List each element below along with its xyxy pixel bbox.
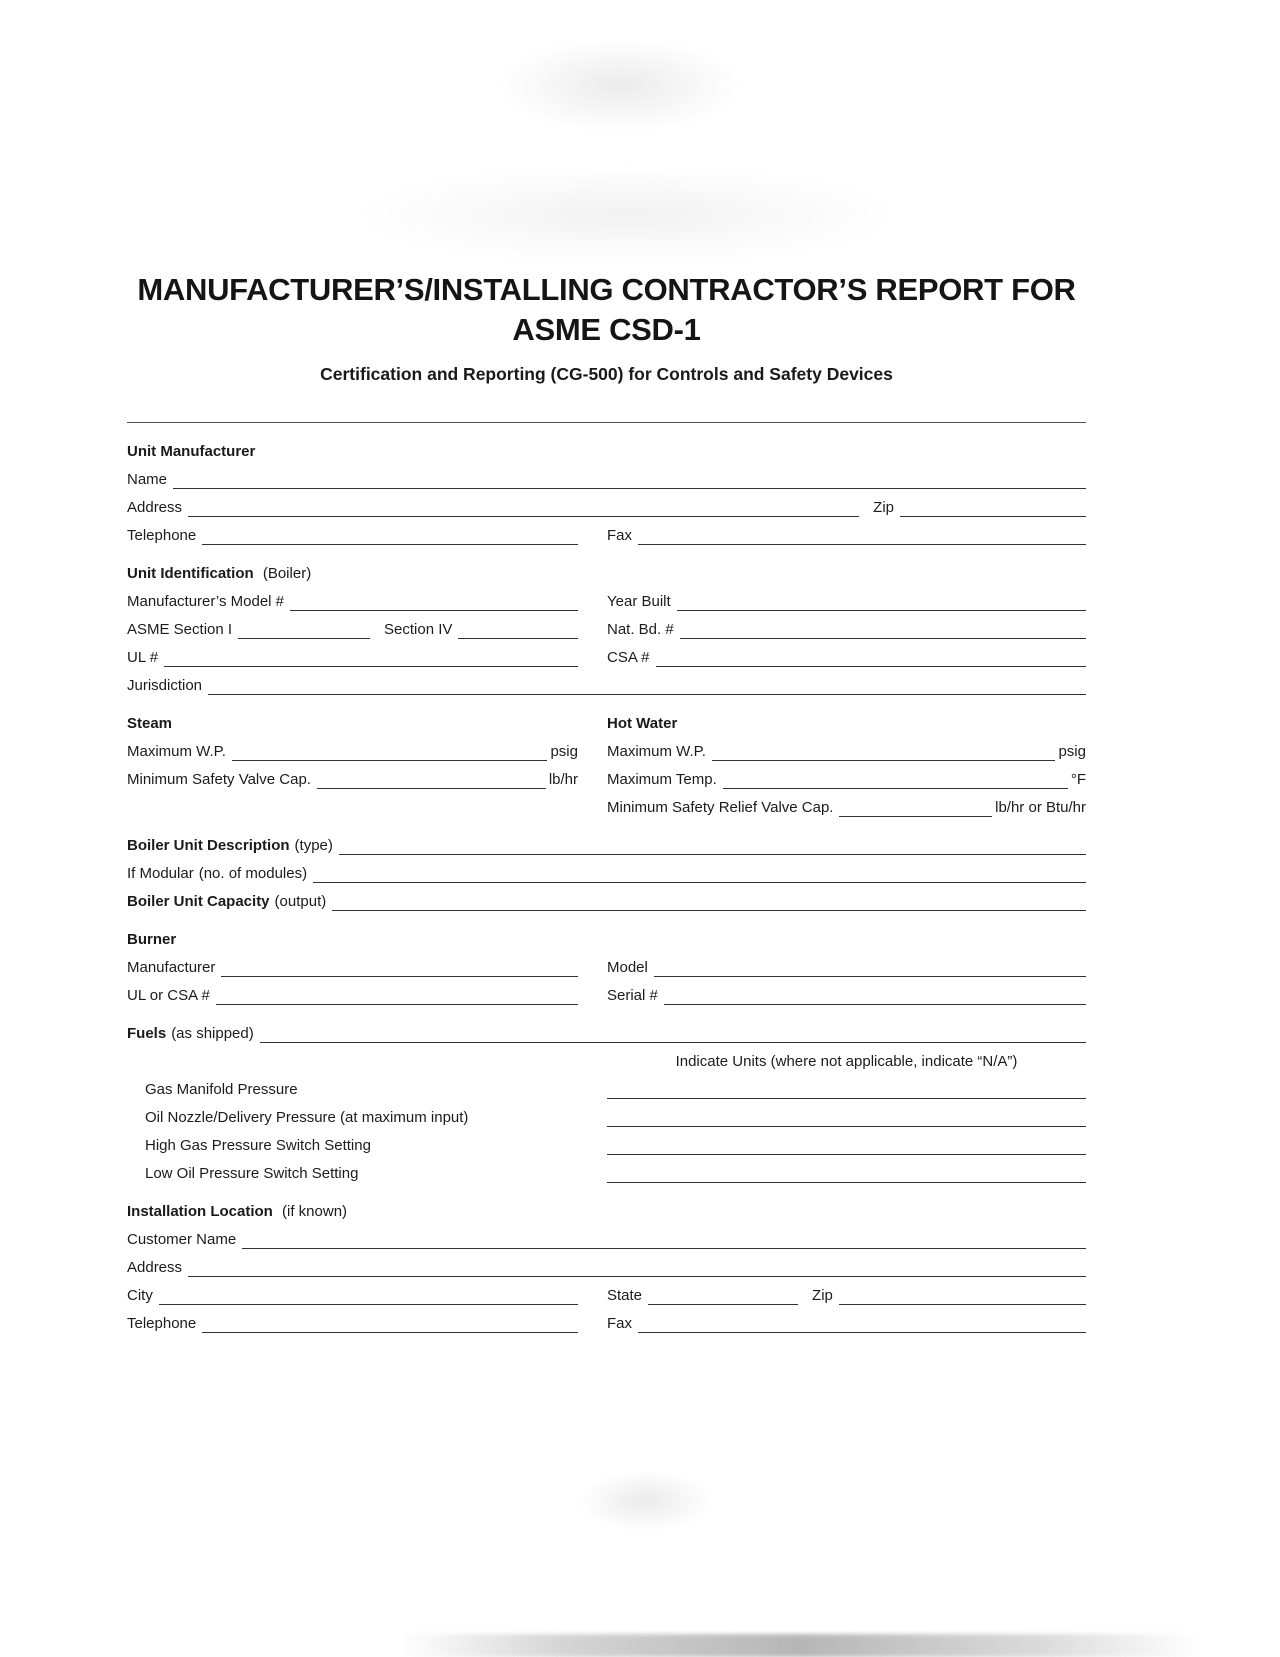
installation-location-heading-note: (if known)	[282, 1203, 348, 1220]
oil-nozzle-label: Oil Nozzle/Delivery Pressure (at maximum input)	[145, 1109, 469, 1126]
ul-csa-row	[127, 649, 1086, 667]
scan-artifact	[400, 1634, 1200, 1657]
low-oil-switch-label: Low Oil Pressure Switch Setting	[145, 1165, 359, 1182]
state-label: State	[607, 1287, 643, 1304]
section-iv-label: Section IV	[384, 621, 453, 638]
steam-heading: Steam	[127, 715, 173, 732]
installation-phone-row	[127, 1315, 1086, 1333]
oil-nozzle-blank-col	[607, 1114, 1086, 1127]
model-number-blank[interactable]	[290, 598, 578, 611]
city-blank[interactable]	[159, 1292, 578, 1305]
burner-model-label: Model	[607, 959, 648, 976]
indicate-units-col	[607, 1053, 1086, 1071]
hot-water-max-wp-unit: psig	[1058, 743, 1086, 760]
divider	[127, 422, 1086, 423]
asme-col	[127, 621, 607, 639]
asme-section-row	[127, 621, 1086, 639]
nat-bd-blank[interactable]	[680, 626, 1086, 639]
fuels-row	[127, 1025, 1086, 1043]
boiler-description-row	[127, 837, 1086, 855]
boiler-capacity-note: (output)	[274, 893, 327, 910]
city-state-zip-row	[127, 1287, 1086, 1305]
jurisdiction-label: Jurisdiction	[127, 677, 203, 694]
customer-name-label: Customer Name	[127, 1231, 237, 1248]
steam-hot-water-section	[127, 695, 1086, 817]
unit-manufacturer-fax-blank[interactable]	[638, 532, 1086, 545]
indicate-units-note: Indicate Units (where not applicable, indicate “N/A”)	[675, 1053, 1018, 1070]
high-gas-label-col	[127, 1137, 607, 1155]
installation-zip-label: Zip	[812, 1287, 833, 1304]
steam-column	[127, 695, 607, 789]
fax-col	[607, 527, 1086, 545]
city-label: City	[127, 1287, 153, 1304]
steam-max-wp-label: Maximum W.P.	[127, 743, 226, 760]
installation-location-heading-text: Installation Location	[127, 1203, 273, 1220]
page-subtitle: Certification and Reporting (CG-500) for Controls and Safety Devices	[320, 364, 893, 384]
if-modular-row	[127, 865, 1086, 883]
hot-water-heading: Hot Water	[607, 715, 678, 732]
hot-water-min-relief-unit: lb/hr or Btu/hr	[995, 799, 1086, 816]
asme-section-i-blank[interactable]	[238, 626, 370, 639]
unit-manufacturer-name-blank[interactable]	[173, 476, 1086, 489]
unit-manufacturer-telephone-blank[interactable]	[202, 532, 578, 545]
boiler-capacity-blank[interactable]	[332, 898, 1086, 911]
asme-section-i-label: ASME Section I	[127, 621, 233, 638]
unit-identification-heading-text: Unit Identification	[127, 565, 254, 582]
steam-min-valve-unit: lb/hr	[548, 771, 578, 788]
oil-nozzle-row	[127, 1109, 1086, 1127]
boiler-description-blank[interactable]	[339, 842, 1086, 855]
unit-manufacturer-name-row	[127, 471, 1086, 489]
year-built-label: Year Built	[607, 593, 671, 610]
nat-bd-label: Nat. Bd. #	[607, 621, 674, 638]
installation-location-heading	[127, 1203, 1086, 1221]
burner-manufacturer-col	[127, 959, 607, 977]
if-modular-note: (no. of modules)	[198, 865, 308, 882]
scan-artifact	[578, 1470, 713, 1532]
if-modular-label: If Modular	[127, 865, 194, 882]
installation-telephone-blank[interactable]	[202, 1320, 578, 1333]
burner-model-blank[interactable]	[654, 964, 1086, 977]
gas-manifold-blank[interactable]	[607, 1086, 1086, 1099]
high-gas-blank-col	[607, 1142, 1086, 1155]
hot-water-max-wp-label: Maximum W.P.	[607, 743, 706, 760]
burner-serial-blank[interactable]	[664, 992, 1086, 1005]
hot-water-max-temp-blank[interactable]	[723, 776, 1068, 789]
unit-identification-heading-note: (Boiler)	[262, 565, 312, 582]
ul-number-blank[interactable]	[164, 654, 578, 667]
burner-manufacturer-blank[interactable]	[221, 964, 578, 977]
unit-manufacturer-zip-blank[interactable]	[900, 504, 1086, 517]
low-oil-switch-blank[interactable]	[607, 1170, 1086, 1183]
steam-min-valve-row	[127, 771, 578, 789]
gas-manifold-label-col	[127, 1081, 607, 1099]
hot-water-min-relief-row	[607, 799, 1086, 817]
high-gas-switch-label: High Gas Pressure Switch Setting	[145, 1137, 371, 1154]
fax-label: Fax	[607, 527, 633, 544]
steam-max-wp-blank[interactable]	[232, 748, 548, 761]
model-col	[127, 593, 607, 611]
year-built-blank[interactable]	[677, 598, 1086, 611]
burner-ul-csa-blank[interactable]	[216, 992, 578, 1005]
boiler-capacity-row	[127, 893, 1086, 911]
gas-manifold-label: Gas Manifold Pressure	[145, 1081, 298, 1098]
telephone-label: Telephone	[127, 527, 197, 544]
zip-label: Zip	[873, 499, 894, 516]
gas-manifold-blank-col	[607, 1086, 1086, 1099]
burner-heading: Burner	[127, 931, 177, 948]
boiler-description-label: Boiler Unit Description	[127, 837, 290, 854]
burner-ul-serial-row	[127, 987, 1086, 1005]
state-zip-col	[607, 1287, 1086, 1305]
low-oil-blank-col	[607, 1170, 1086, 1183]
model-year-row	[127, 593, 1086, 611]
unit-manufacturer-address-blank[interactable]	[188, 504, 859, 517]
installation-fax-label: Fax	[607, 1315, 633, 1332]
burner-manufacturer-label: Manufacturer	[127, 959, 216, 976]
jurisdiction-blank[interactable]	[208, 682, 1086, 695]
hot-water-min-relief-label: Minimum Safety Relief Valve Cap.	[607, 799, 834, 816]
burner-manufacturer-row	[127, 959, 1086, 977]
fuels-note: (as shipped)	[171, 1025, 254, 1042]
nat-bd-col	[607, 621, 1086, 639]
hot-water-max-wp-blank[interactable]	[712, 748, 1056, 761]
year-built-col	[607, 593, 1086, 611]
low-oil-label-col	[127, 1165, 607, 1183]
title-line-2: ASME CSD-1	[512, 312, 701, 347]
burner-serial-label: Serial #	[607, 987, 658, 1004]
high-gas-switch-blank[interactable]	[607, 1142, 1086, 1155]
hot-water-min-relief-blank[interactable]	[839, 804, 992, 817]
steam-max-wp-unit: psig	[550, 743, 578, 760]
high-gas-switch-row	[127, 1137, 1086, 1155]
oil-nozzle-label-col	[127, 1109, 607, 1127]
installation-address-blank[interactable]	[188, 1264, 1086, 1277]
csa-number-blank[interactable]	[656, 654, 1086, 667]
hot-water-max-temp-row	[607, 771, 1086, 789]
phone-col	[127, 527, 607, 545]
indicate-units-row	[127, 1053, 1086, 1071]
installation-fax-blank[interactable]	[638, 1320, 1086, 1333]
address-label: Address	[127, 499, 183, 516]
customer-name-row	[127, 1231, 1086, 1249]
low-oil-switch-row	[127, 1165, 1086, 1183]
ul-col	[127, 649, 607, 667]
csa-col	[607, 649, 1086, 667]
steam-min-valve-blank[interactable]	[317, 776, 546, 789]
hot-water-max-temp-unit: °F	[1070, 771, 1086, 788]
if-modular-blank[interactable]	[313, 870, 1086, 883]
burner-ul-csa-label: UL or CSA #	[127, 987, 210, 1004]
fuels-blank[interactable]	[260, 1030, 1086, 1043]
boiler-capacity-label: Boiler Unit Capacity	[127, 893, 270, 910]
hot-water-max-temp-label: Maximum Temp.	[607, 771, 717, 788]
boiler-description-note: (type)	[294, 837, 333, 854]
form-content	[127, 0, 1086, 1333]
steam-max-wp-row	[127, 743, 578, 761]
section-iv-blank[interactable]	[458, 626, 578, 639]
burner-serial-col	[607, 987, 1086, 1005]
state-blank[interactable]	[648, 1292, 798, 1305]
page-title	[127, 270, 1086, 350]
hot-water-column	[607, 695, 1086, 817]
name-label: Name	[127, 471, 168, 488]
installation-fax-col	[607, 1315, 1086, 1333]
installation-address-row	[127, 1259, 1086, 1277]
fuels-label: Fuels	[127, 1025, 167, 1042]
jurisdiction-row	[127, 677, 1086, 695]
city-col	[127, 1287, 607, 1305]
customer-name-blank[interactable]	[242, 1236, 1086, 1249]
burner-model-col	[607, 959, 1086, 977]
ul-number-label: UL #	[127, 649, 159, 666]
burner-ul-col	[127, 987, 607, 1005]
model-number-label: Manufacturer’s Model #	[127, 593, 285, 610]
unit-manufacturer-heading: Unit Manufacturer	[127, 443, 256, 460]
hot-water-max-wp-row	[607, 743, 1086, 761]
installation-telephone-label: Telephone	[127, 1315, 197, 1332]
unit-manufacturer-phone-row	[127, 527, 1086, 545]
gas-manifold-row	[127, 1081, 1086, 1099]
oil-nozzle-blank[interactable]	[607, 1114, 1086, 1127]
installation-zip-blank[interactable]	[839, 1292, 1086, 1305]
installation-address-label: Address	[127, 1259, 183, 1276]
steam-min-valve-label: Minimum Safety Valve Cap.	[127, 771, 311, 788]
installation-phone-col	[127, 1315, 607, 1333]
csa-number-label: CSA #	[607, 649, 650, 666]
unit-manufacturer-address-row	[127, 499, 1086, 517]
unit-identification-heading	[127, 565, 1086, 583]
title-line-1: MANUFACTURER’S/INSTALLING CONTRACTOR’S REPORT FOR	[137, 272, 1076, 307]
